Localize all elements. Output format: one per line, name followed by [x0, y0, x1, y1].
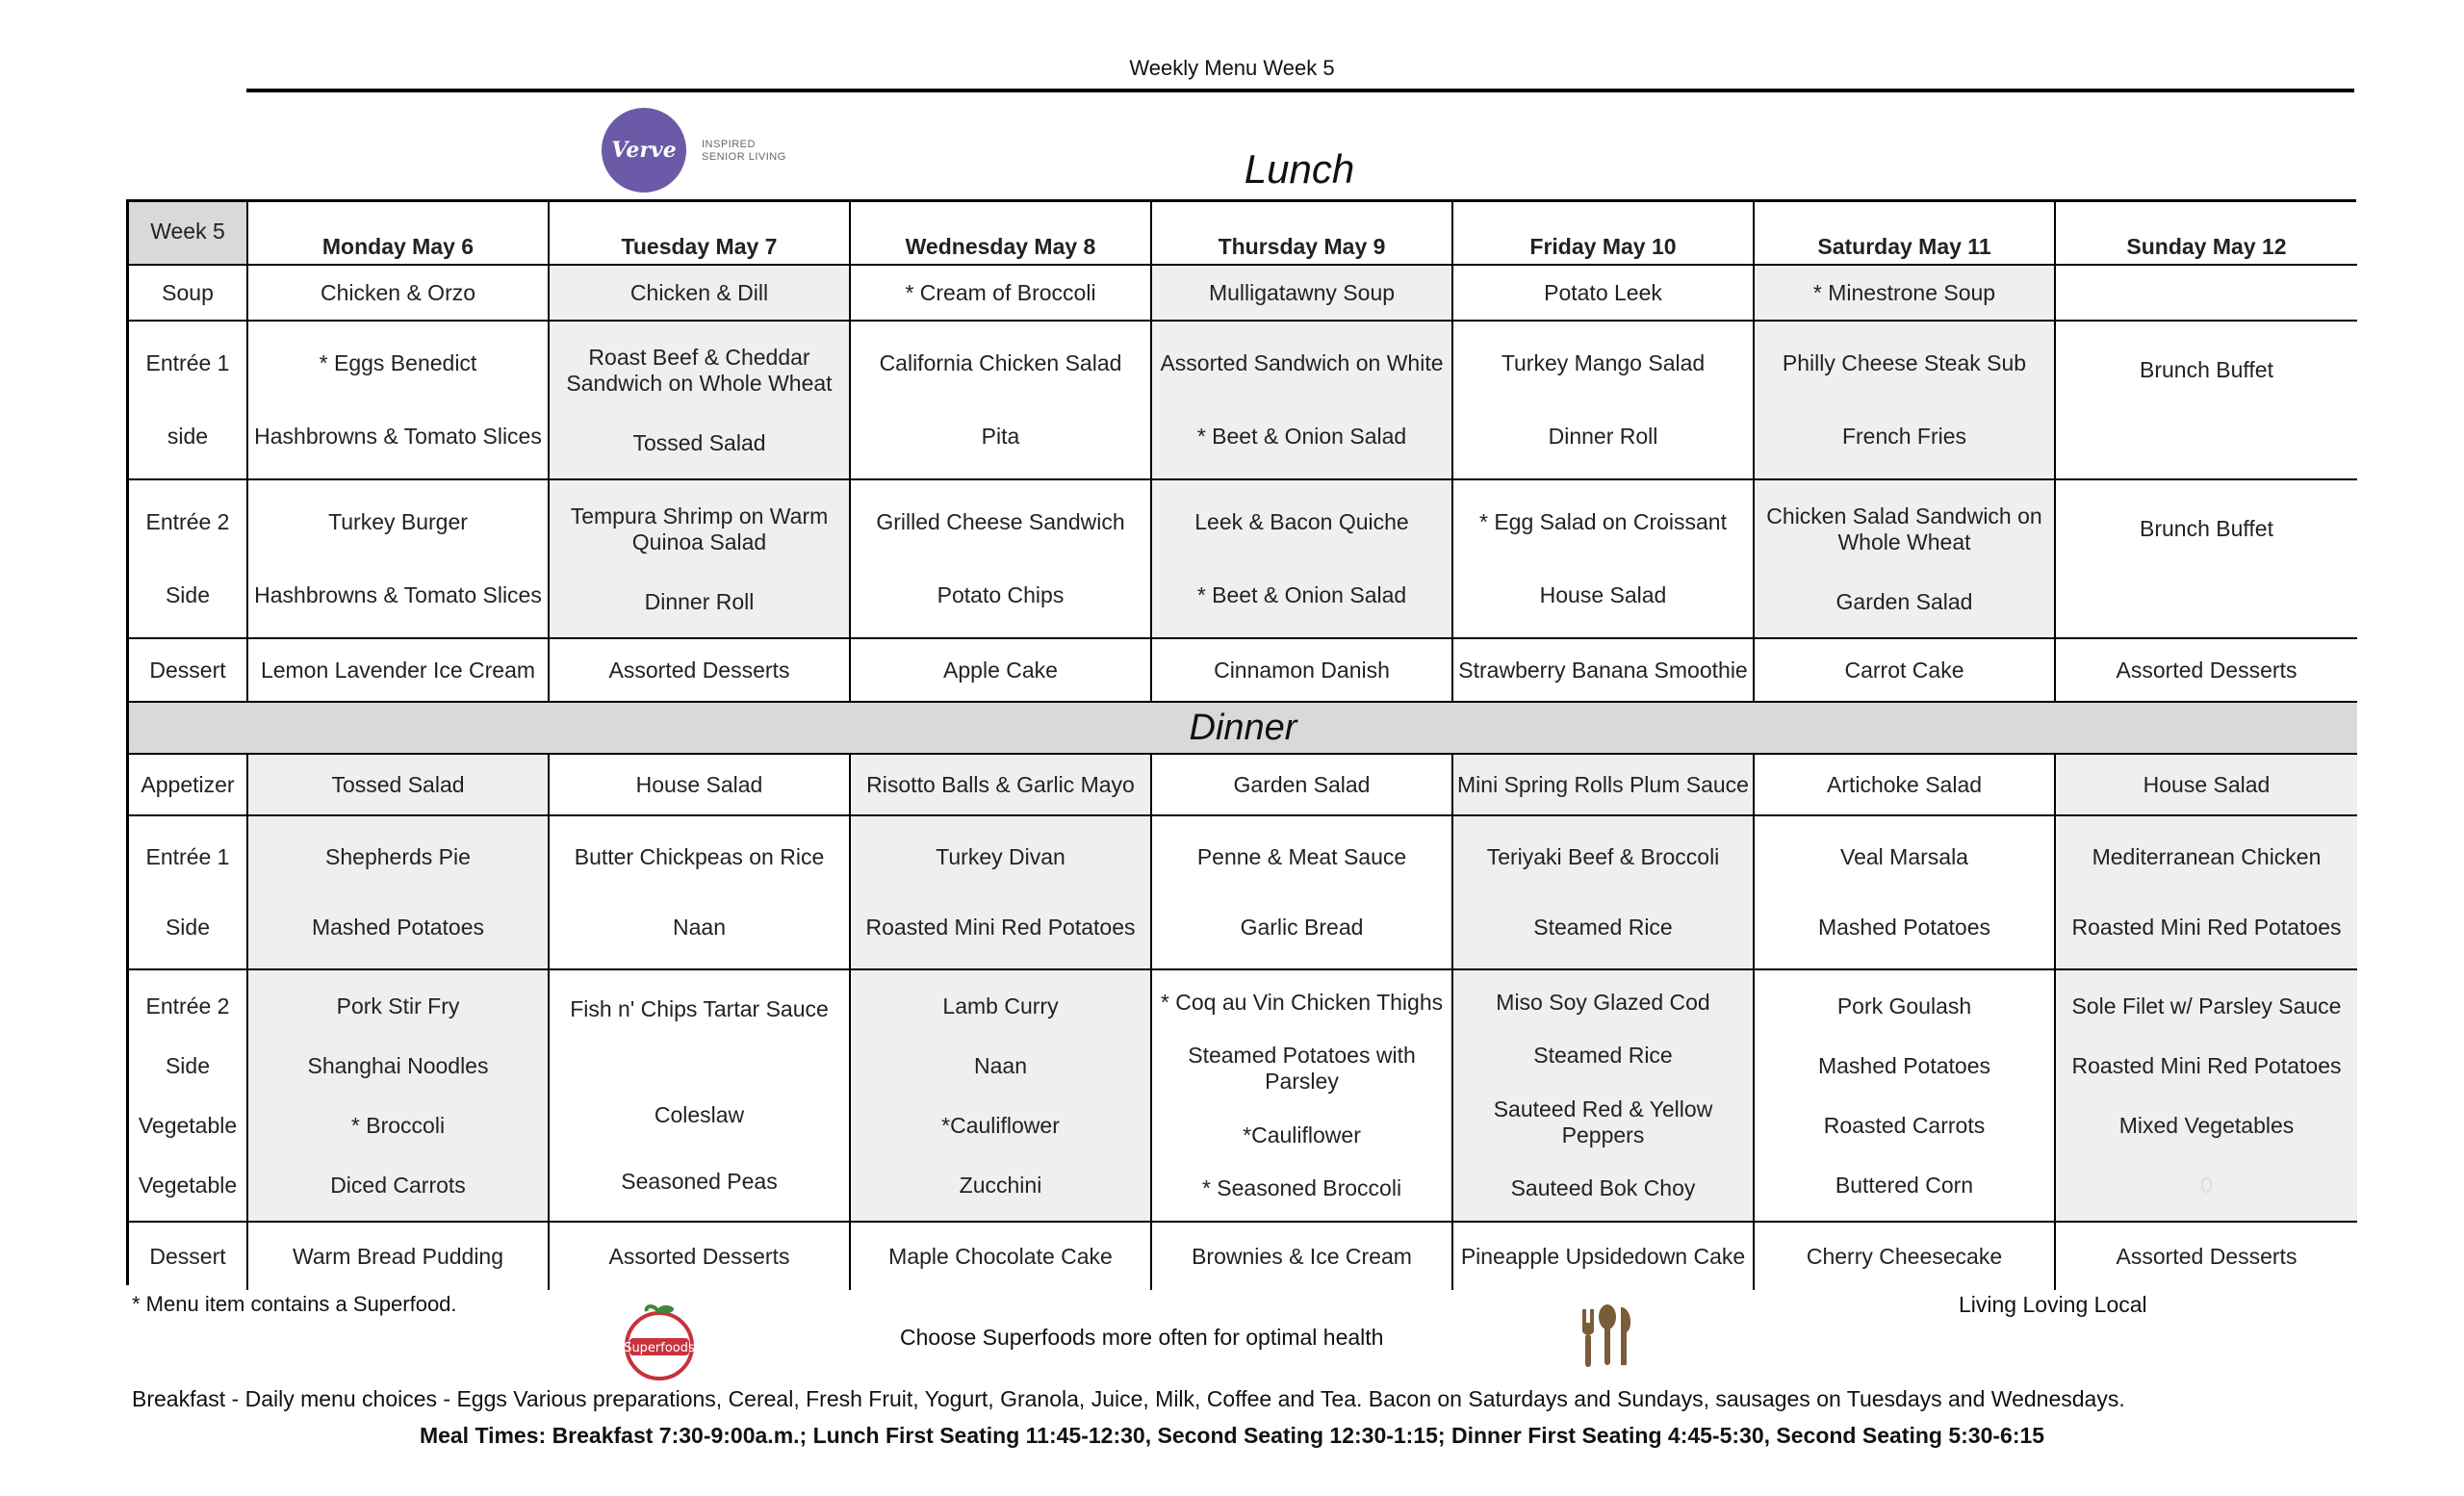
breakfast-info: Breakfast - Daily menu choices - Eggs Various preparations, Cereal, Fresh Fruit, Yogurt, Granola, Juice, Milk, Coffee and Tea. Bacon on Saturdays and Sundays, sausages on Tuesdays and Wednesdays. [132, 1386, 2125, 1411]
title-divider [246, 89, 2354, 92]
menu-item: Dinner Roll [1548, 423, 1658, 449]
menu-item: Mixed Vegetables [2118, 1112, 2295, 1138]
dinner-appetizer-cell [2056, 755, 2357, 816]
menu-item: * Seasoned Broccoli [1201, 1174, 1402, 1200]
lunch-entree2-cell [851, 480, 1152, 639]
menu-item: Pita [981, 423, 1020, 449]
menu-item: Maple Chocolate Cake [888, 1243, 1113, 1269]
menu-item: Roasted Mini Red Potatoes [2071, 915, 2342, 940]
menu-item: Roasted Mini Red Potatoes [865, 915, 1136, 940]
menu-item: * Broccoli [350, 1112, 446, 1138]
menu-item: Buttered Corn [1835, 1172, 1974, 1198]
menu-item: Teriyaki Beef & Broccoli [1486, 844, 1720, 869]
lunch-entree2-label [129, 480, 248, 639]
menu-item: * Cream of Broccoli [905, 279, 1096, 305]
dinner-entree1-cell [550, 816, 851, 970]
lunch-dessert-cell [1453, 639, 1755, 703]
menu-item: Mediterranean Chicken [2092, 844, 2322, 869]
menu-item: Naan [974, 1052, 1027, 1078]
menu-item: Butter Chickpeas on Rice [574, 844, 825, 869]
menu-item: Turkey Divan [936, 844, 1065, 869]
day-header: Tuesday May 7 [550, 202, 851, 266]
lunch-dessert-cell [1755, 639, 2056, 703]
dinner-appetizer-cell [1453, 755, 1755, 816]
lunch-entree2-cell [1152, 480, 1453, 639]
menu-item: Carrot Cake [1844, 657, 1964, 683]
tagline-line2: SENIOR LIVING [702, 151, 786, 163]
dinner-entree2-cell [1453, 970, 1755, 1223]
row-label: Vegetable [138, 1112, 238, 1138]
menu-item: Garden Salad [1233, 771, 1371, 797]
row-label: Soup [162, 279, 214, 305]
dinner-entree1-cell [248, 816, 550, 970]
lunch-dessert-cell [1152, 639, 1453, 703]
dinner-entree2-cell [1755, 970, 2056, 1223]
dinner-entree2-cell [248, 970, 550, 1223]
day-header: Thursday May 9 [1152, 202, 1453, 266]
day-header: Saturday May 11 [1755, 202, 2056, 266]
lunch-entree1-cell [2056, 322, 2357, 480]
lunch-soup-cell [248, 266, 550, 322]
menu-item: *Cauliflower [1243, 1122, 1361, 1148]
menu-item: Chicken Salad Sandwich on Whole Wheat [1766, 503, 2042, 555]
menu-item: Philly Cheese Steak Sub [1782, 350, 2027, 376]
menu-item: Hashbrowns & Tomato Slices [254, 423, 542, 449]
lunch-soup-cell [1755, 266, 2056, 322]
lunch-soup-cell [2056, 266, 2357, 322]
lunch-entree1-cell [851, 322, 1152, 480]
dinner-dessert-cell [851, 1223, 1152, 1290]
lunch-soup-cell [1453, 266, 1755, 322]
menu-item: * Beet & Onion Salad [1196, 581, 1407, 607]
menu-item: Assorted Desserts [608, 657, 790, 683]
row-label: Vegetable [138, 1172, 238, 1198]
verve-logo [602, 108, 823, 194]
row-label: Side [165, 1052, 211, 1078]
superfood-note: * Menu item contains a Superfood. [132, 1292, 457, 1316]
meal-times: Meal Times: Breakfast 7:30-9:00a.m.; Lunch First Seating 11:45-12:30, Second Seating 12:30-1:15; Dinner First Seating 4:45-5:30, Second Seating 5:30-6:15 [419, 1423, 2045, 1448]
dinner-entree2-cell [550, 970, 851, 1223]
dinner-heading: Dinner [129, 703, 2357, 755]
menu-item: Mashed Potatoes [1817, 1052, 1990, 1078]
lunch-entree1-cell [1755, 322, 2056, 480]
dinner-entree2-label [129, 970, 248, 1223]
menu-item: Pork Stir Fry [336, 993, 460, 1019]
dinner-dessert-cell [2056, 1223, 2357, 1290]
dinner-appetizer-cell [1152, 755, 1453, 816]
row-label: Dessert [149, 657, 226, 683]
menu-item: Pineapple Upsidedown Cake [1460, 1243, 1746, 1269]
dinner-appetizer-cell [1755, 755, 2056, 816]
week-label-cell: Week 5 [129, 202, 248, 266]
lunch-entree1-cell [1152, 322, 1453, 480]
dinner-dessert-label [129, 1223, 248, 1290]
menu-item: Penne & Meat Sauce [1196, 844, 1407, 869]
menu-item: California Chicken Salad [879, 350, 1122, 376]
menu-item: House Salad [2143, 771, 2271, 797]
lunch-soup-cell [851, 266, 1152, 322]
verve-logo-word: Verve [611, 138, 677, 163]
lunch-soup-cell [1152, 266, 1453, 322]
menu-item: Potato Leek [1544, 279, 1662, 305]
menu-item: Sauteed Red & Yellow Peppers [1493, 1096, 1713, 1148]
day-header: Sunday May 12 [2056, 202, 2357, 266]
menu-item: Lamb Curry [942, 993, 1059, 1019]
menu-item: * Egg Salad on Croissant [1479, 509, 1727, 535]
menu-item: Shepherds Pie [325, 844, 471, 869]
dinner-dessert-cell [1755, 1223, 2056, 1290]
dinner-appetizer-label [129, 755, 248, 816]
lunch-soup-label [129, 266, 248, 322]
lunch-entree1-cell [550, 322, 851, 480]
verve-logo-tagline [702, 139, 786, 164]
lunch-entree1-cell [248, 322, 550, 480]
menu-item: Assorted Desserts [2116, 657, 2297, 683]
menu-item: Mini Spring Rolls Plum Sauce [1457, 771, 1749, 797]
living-loving-local: Living Loving Local [1959, 1292, 2147, 1317]
menu-item: Brunch Buffet [2140, 357, 2273, 382]
menu-item: Strawberry Banana Smoothie [1458, 657, 1748, 683]
row-label: Side [165, 915, 211, 940]
dinner-appetizer-cell [248, 755, 550, 816]
row-label: Side [165, 581, 211, 607]
menu-item: Seasoned Peas [621, 1169, 778, 1195]
row-label: side [167, 423, 209, 449]
menu-item: Garlic Bread [1240, 915, 1364, 940]
dinner-entree2-cell [851, 970, 1152, 1223]
lunch-heading: Lunch [1244, 146, 1355, 192]
menu-item: Risotto Balls & Garlic Mayo [866, 771, 1135, 797]
fork-spoon-icon [1569, 1302, 1646, 1379]
day-header: Wednesday May 8 [851, 202, 1152, 266]
dinner-dessert-cell [248, 1223, 550, 1290]
menu-item: Hashbrowns & Tomato Slices [254, 581, 542, 607]
day-header: Monday May 6 [248, 202, 550, 266]
menu-item: House Salad [635, 771, 763, 797]
lunch-soup-cell [550, 266, 851, 322]
menu-item: Cherry Cheesecake [1806, 1243, 2003, 1269]
menu-item: Assorted Desserts [608, 1243, 790, 1269]
menu-item: Artichoke Salad [1826, 771, 1983, 797]
menu-item: House Salad [1539, 581, 1667, 607]
menu-item: Sole Filet w/ Parsley Sauce [2071, 993, 2342, 1019]
verve-logo-circle [602, 108, 686, 193]
menu-item: Veal Marsala [1840, 844, 1968, 869]
lunch-entree2-cell [1755, 480, 2056, 639]
menu-item: Brunch Buffet [2140, 516, 2273, 541]
menu-item: Zucchini [959, 1172, 1042, 1198]
lunch-dessert-cell [2056, 639, 2357, 703]
menu-item: Grilled Cheese Sandwich [876, 509, 1125, 535]
row-label: Entrée 2 [145, 993, 230, 1019]
menu-item: Naan [673, 915, 726, 940]
lunch-entree1-label [129, 322, 248, 480]
menu-item: French Fries [1841, 423, 1967, 449]
menu-item: Roasted Carrots [1823, 1112, 1986, 1138]
superfoods-logo-icon [616, 1300, 703, 1386]
dinner-entree1-cell [1152, 816, 1453, 970]
menu-item: Pork Goulash [1836, 993, 1972, 1019]
menu-item: * Minestrone Soup [1812, 279, 1996, 305]
menu-table [126, 199, 2356, 1285]
dinner-dessert-cell [1453, 1223, 1755, 1290]
row-label: Appetizer [141, 771, 235, 797]
dinner-entree1-cell [2056, 816, 2357, 970]
dinner-entree1-label [129, 816, 248, 970]
menu-item: * Eggs Benedict [319, 350, 477, 376]
dinner-entree1-cell [1755, 816, 2056, 970]
menu-item: Dinner Roll [644, 588, 755, 614]
menu-item: Tossed Salad [331, 771, 465, 797]
menu-item: Diced Carrots [330, 1172, 466, 1198]
dinner-entree2-cell [1152, 970, 1453, 1223]
document-title: Weekly Menu Week 5 [1129, 56, 1335, 80]
menu-item: Brownies & Ice Cream [1192, 1243, 1412, 1269]
dinner-dessert-cell [1152, 1223, 1453, 1290]
superfoods-logo-text: Superfoods [624, 1341, 695, 1355]
lunch-dessert-cell [248, 639, 550, 703]
menu-item: Garden Salad [1835, 588, 1973, 614]
menu-item: Mulligatawny Soup [1208, 279, 1396, 305]
menu-item: Assorted Desserts [2116, 1243, 2297, 1269]
menu-item: Apple Cake [943, 657, 1058, 683]
menu-item: * Beet & Onion Salad [1196, 423, 1407, 449]
menu-item: Lemon Lavender Ice Cream [260, 657, 536, 683]
menu-item: Sauteed Bok Choy [1510, 1174, 1696, 1200]
row-label: Entrée 2 [145, 509, 230, 535]
dinner-entree1-cell [851, 816, 1152, 970]
menu-item: 0 [2200, 1172, 2213, 1198]
row-label: Dessert [149, 1243, 226, 1269]
lunch-dessert-cell [550, 639, 851, 703]
menu-item: Steamed Rice [1533, 1043, 1673, 1069]
lunch-entree1-cell [1453, 322, 1755, 480]
menu-item: Turkey Burger [328, 509, 468, 535]
menu-item: Tossed Salad [632, 429, 766, 455]
menu-item: Steamed Rice [1533, 915, 1673, 940]
menu-item: Warm Bread Pudding [292, 1243, 504, 1269]
lunch-dessert-cell [851, 639, 1152, 703]
menu-item: Cinnamon Danish [1214, 657, 1390, 683]
menu-item: Potato Chips [937, 581, 1065, 607]
menu-item: Miso Soy Glazed Cod [1496, 990, 1710, 1016]
dinner-appetizer-cell [550, 755, 851, 816]
menu-item: Mashed Potatoes [1817, 915, 1990, 940]
menu-item: Chicken & Dill [629, 279, 769, 305]
menu-item: Fish n' Chips Tartar Sauce [570, 995, 829, 1021]
lunch-entree2-cell [2056, 480, 2357, 639]
lunch-entree2-cell [550, 480, 851, 639]
lunch-entree2-cell [248, 480, 550, 639]
menu-item: Chicken & Orzo [320, 279, 476, 305]
menu-item: Steamed Potatoes with Parsley [1188, 1043, 1416, 1095]
row-label: Entrée 1 [145, 350, 230, 376]
dinner-entree1-cell [1453, 816, 1755, 970]
menu-item: Mashed Potatoes [311, 915, 484, 940]
menu-item: *Cauliflower [941, 1112, 1060, 1138]
day-header: Friday May 10 [1453, 202, 1755, 266]
menu-item: Roasted Mini Red Potatoes [2071, 1052, 2342, 1078]
menu-item: Turkey Mango Salad [1501, 350, 1706, 376]
dinner-dessert-cell [550, 1223, 851, 1290]
tagline-line1: INSPIRED [702, 139, 756, 150]
menu-item: Tempura Shrimp on Warm Quinoa Salad [570, 503, 829, 555]
lunch-dessert-label [129, 639, 248, 703]
choose-superfoods-text: Choose Superfoods more often for optimal health [900, 1325, 1384, 1350]
menu-item: Assorted Sandwich on White [1160, 350, 1444, 376]
menu-item: Coleslaw [654, 1102, 745, 1128]
dinner-appetizer-cell [851, 755, 1152, 816]
dinner-entree2-cell [2056, 970, 2357, 1223]
menu-item: * Coq au Vin Chicken Thighs [1160, 990, 1444, 1016]
menu-item: Roast Beef & Cheddar Sandwich on Whole Wheat [566, 344, 833, 396]
lunch-entree2-cell [1453, 480, 1755, 639]
menu-item: Leek & Bacon Quiche [1194, 509, 1409, 535]
menu-item: Shanghai Noodles [307, 1052, 489, 1078]
row-label: Entrée 1 [145, 844, 230, 869]
